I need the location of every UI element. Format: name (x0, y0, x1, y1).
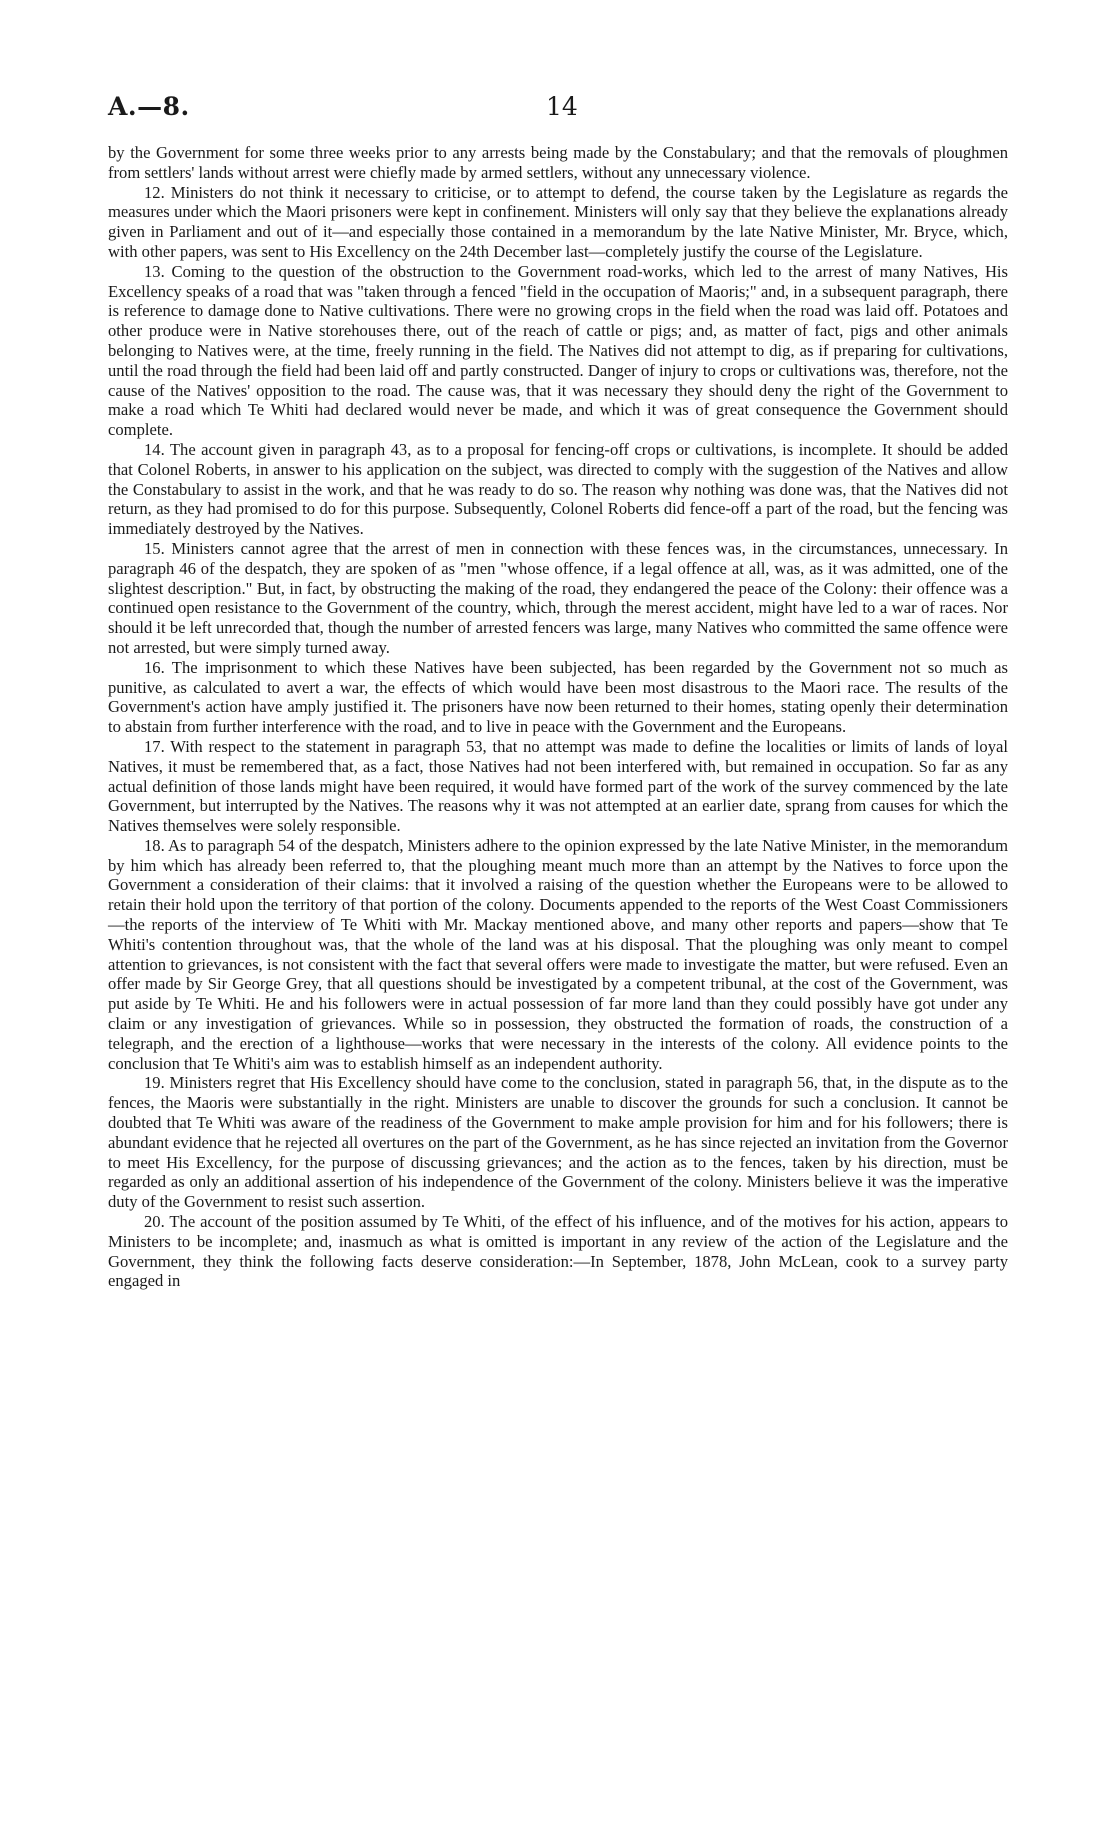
paragraph-15: 15. Ministers cannot agree that the arrest of men in connection with these fences was, in the circumstances, unnecessary. In paragraph 46 of the despatch, they are spoken of as "men "whose offence, if a legal offence at all, was, as it was admitted, one of the slightest description." But, in fact, by obstructing the making of the road, they endangered the peace of the Colony: their offence was a continued open resistance to the Government of the country, which, through the merest accident, might have led to a war of races. Nor should it be left unrecorded that, though the number of arrested fencers was large, many Natives who committed the same offence were not arrested, but were simply turned away. (108, 538, 1008, 657)
page-number: 14 (546, 92, 578, 121)
document-body (108, 143, 1008, 1291)
paragraph-14: 14. The account given in paragraph 43, as to a proposal for fencing-off crops or cultivations, is incomplete. It should be added that Colonel Roberts, in answer to his application on the subject, was directed to comply with the suggestion of the Natives and allow the Constabulary to assist in the work, and that he was ready to do so. The reason why nothing was done was, that the Natives did not return, as they had promised to do for this purpose. Subsequently, Colonel Roberts did fence-off a part of the road, but the fencing was immediately destroyed by the Natives. (108, 439, 1008, 539)
page-header (108, 92, 1008, 132)
paragraph-12: 12. Ministers do not think it necessary to criticise, or to attempt to defend, the course taken by the Legislature as regards the measures under which the Maori prisoners were kept in confinement. Ministers will only say that they believe the explanations already given in Parliament and out of it—and especially those contained in a memorandum by the late Native Minister, Mr. Bryce, which, with other papers, was sent to His Excellency on the 24th December last—completely justify the course of the Legislature. (108, 182, 1008, 261)
paragraph-continuation: by the Government for some three weeks prior to any arrests being made by the Constabulary; and that the removals of ploughmen from settlers' lands without arrest were chiefly made by armed settlers, without any unnecessary violence. (108, 143, 1008, 182)
paragraph-17: 17. With respect to the statement in paragraph 53, that no attempt was made to define the localities or limits of lands of loyal Natives, it must be remembered that, as a fact, those Natives had not been interfered with, but remained in occupation. So far as any actual definition of those lands might have been required, it would have formed part of the work of the survey commenced by the late Government, but interrupted by the Natives. The reasons why it was not attempted at an earlier date, sprang from causes for which the Natives themselves were solely responsible. (108, 736, 1008, 836)
document-reference: A.—8. (108, 92, 190, 121)
paragraph-18: 18. As to paragraph 54 of the despatch, Ministers adhere to the opinion expressed by the late Native Minister, in the memorandum by him which has already been referred to, that the ploughing meant much more than an attempt by the Natives to force upon the Government a consideration of their claims: that it involved a raising of the question whether the Europeans were to be allowed to retain their hold upon the territory of that portion of the colony. Documents appended to the reports of the West Coast Commissioners—the reports of the interview of Te Whiti with Mr. Mackay mentioned above, and many other reports and papers—show that Te Whiti's contention throughout was, that the whole of the land was at his disposal. That the ploughing was only meant to compel attention to grievances, is not consistent with the fact that several offers were made to investigate the matter, but were refused. Even an offer made by Sir George Grey, that all questions should be investigated by a competent tribunal, at the cost of the Government, was put aside by Te Whiti. He and his followers were in actual possession of far more land than they could possibly have got under any claim or any investigation of grievances. While so in possession, they obstructed the formation of roads, the construction of a telegraph, and the erection of a lighthouse—works that were necessary in the interests of the colony. All evidence points to the conclusion that Te Whiti's aim was to establish himself as an independent authority. (108, 835, 1008, 1073)
paragraph-13: 13. Coming to the question of the obstruction to the Government road-works, which led to the arrest of many Natives, His Excellency speaks of a road that was "taken through a fenced "field in the occupation of Maoris;" and, in a subsequent paragraph, there is reference to damage done to Native cultivations. There were no growing crops in the field when the road was laid off. Potatoes and other produce were in Native storehouses there, out of the reach of cattle or pigs; and, as matter of fact, pigs and other animals belonging to Natives were, at the time, freely running in the field. The Natives did not attempt to dig, as if preparing for cultivations, until the road through the field had been laid off and partly constructed. Danger of injury to crops or cultivations was, therefore, not the cause of the Natives' opposition to the road. The cause was, that it was necessary they should deny the right of the Government to make a road which Te Whiti had declared would never be made, and which it was of great consequence the Government should complete. (108, 261, 1008, 440)
paragraph-19: 19. Ministers regret that His Excellency should have come to the conclusion, stated in paragraph 56, that, in the dispute as to the fences, the Maoris were substantially in the right. Ministers are unable to discover the grounds for such a conclusion. It cannot be doubted that Te Whiti was aware of the readiness of the Government to make ample provision for him and for his followers; there is abundant evidence that he rejected all overtures on the part of the Government, as he has since rejected an invitation from the Governor to meet His Excellency, for the purpose of discussing grievances; and the action as to the fences, taken by his direction, must be regarded as only an additional assertion of his independence of the Government of the colony. Ministers believe it was the imperative duty of the Government to resist such assertion. (108, 1073, 1008, 1212)
paragraph-20: 20. The account of the position assumed by Te Whiti, of the effect of his influence, and of the motives for his action, appears to Ministers to be incomplete; and, inasmuch as what is omitted is important in any review of the action of the Legislature and the Government, they think the following facts deserve consideration:—In September, 1878, John McLean, cook to a survey party engaged in (108, 1212, 1008, 1291)
paragraph-16: 16. The imprisonment to which these Natives have been subjected, has been regarded by the Government not so much as punitive, as calculated to avert a war, the effects of which would have been most disastrous to the Maori race. The results of the Government's action have amply justified it. The prisoners have now been returned to their homes, stating openly their determination to abstain from further interference with the road, and to live in peace with the Government and the Europeans. (108, 657, 1008, 737)
